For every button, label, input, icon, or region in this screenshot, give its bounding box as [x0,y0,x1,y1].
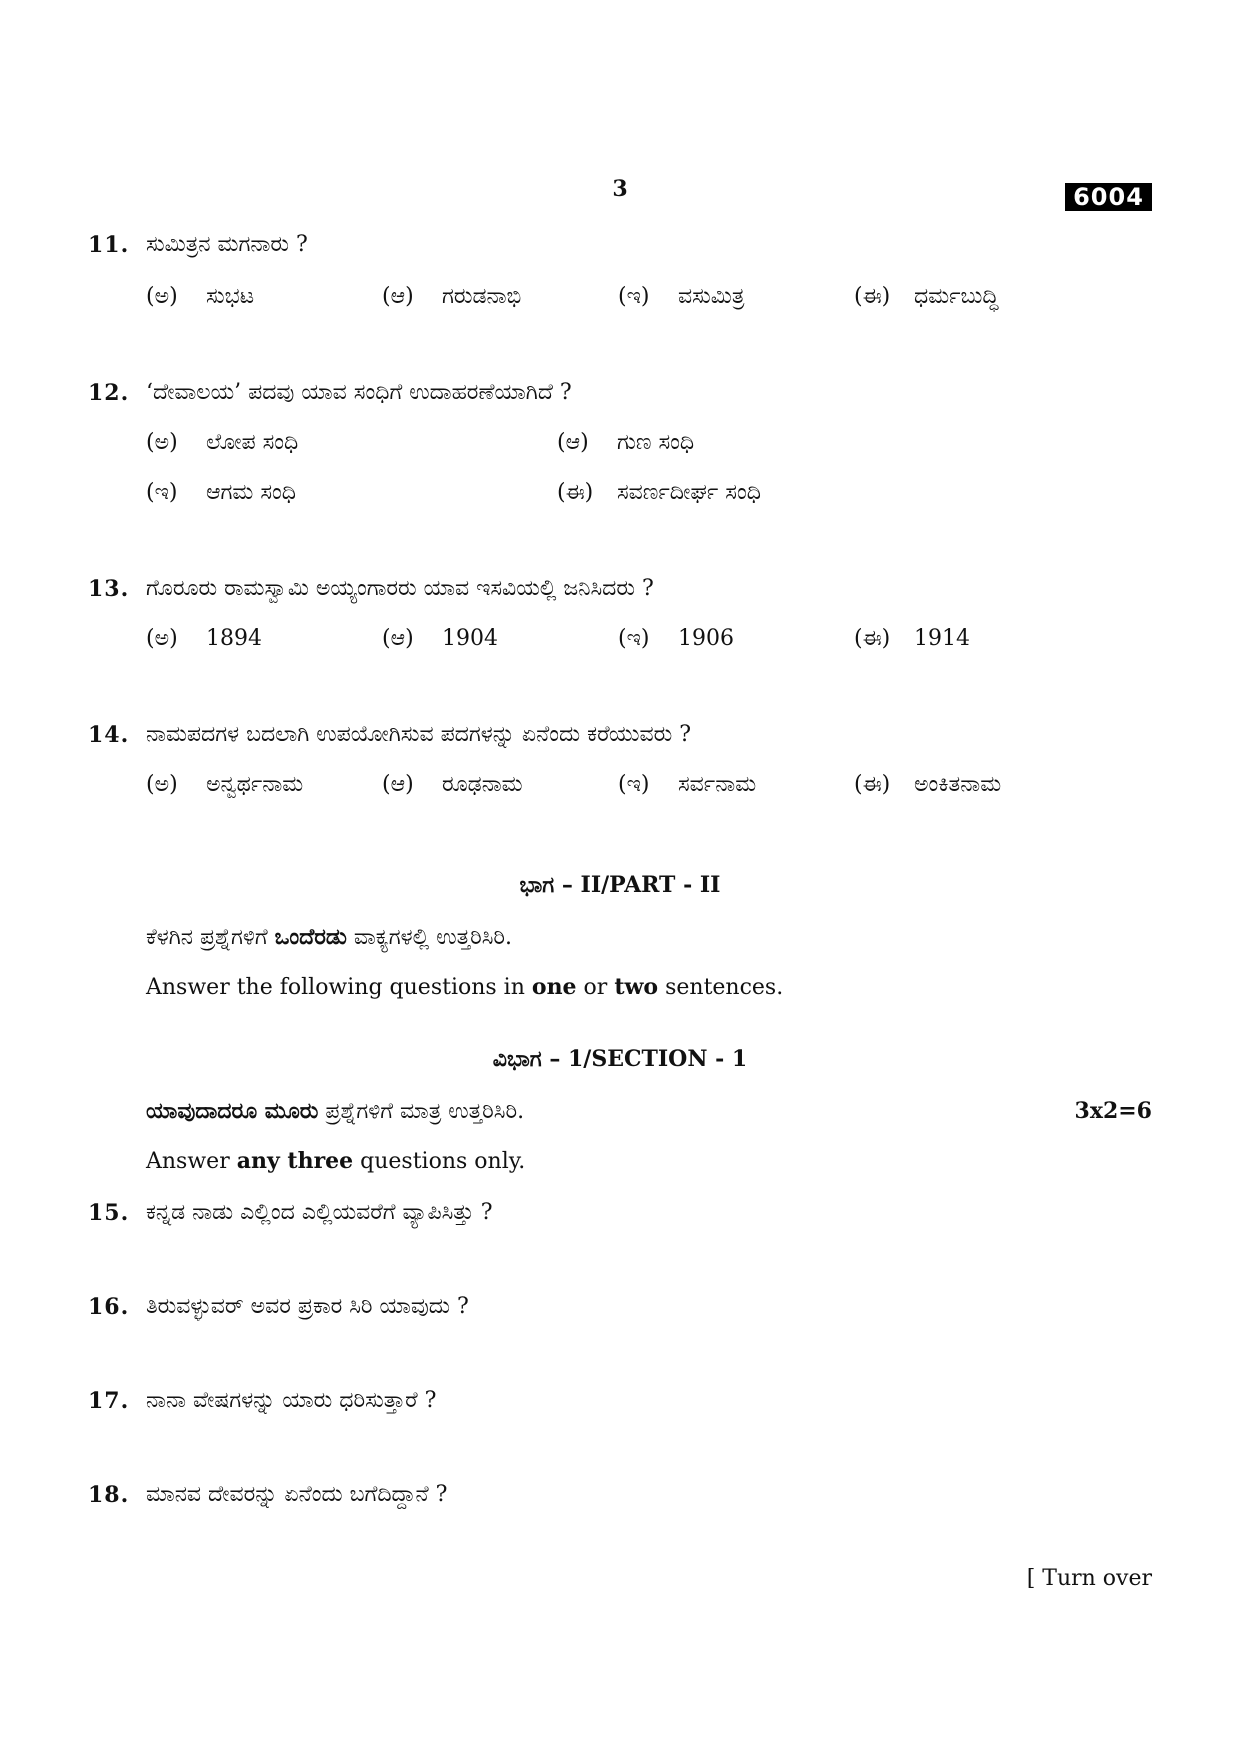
section-heading: ವಿಭಾಗ – 1/SECTION - 1 [492,1046,748,1072]
question-number: 14. [88,722,130,748]
option-a: (ಅ) 1894 [146,626,262,651]
option-a: (ಅ) ಸುಭಟ [146,284,255,309]
question-text: ಸುಮಿತ್ರನ ಮಗನಾರು ? [146,232,308,257]
part-instruction-kannada: ಕೆಳಗಿನ ಪ್ರಶ್ನೆಗಳಿಗೆ ಒಂದೆರಡು ವಾಕ್ಯಗಳಲ್ಲಿ ಉತ್ತರಿಸಿರಿ. [146,924,513,950]
option-b: (ಆ) ರೂಢನಾಮ [382,772,523,797]
question-number: 12. [88,380,130,406]
turn-over-note: [ Turn over [1026,1566,1152,1591]
option-b: (ಆ) ಗರುಡನಾಭಿ [382,284,522,309]
question-text: ಕನ್ನಡ ನಾಡು ಎಲ್ಲಿಂದ ಎಲ್ಲಿಯವರೆಗೆ ವ್ಯಾಪಿಸಿತ್ತು ? [146,1200,493,1225]
question-number: 17. [88,1388,130,1414]
option-d: (ಈ) ಅಂಕಿತನಾಮ [854,772,1002,797]
option-b: (ಆ) ಗುಣ ಸಂಧಿ [557,430,695,455]
option-c: (ಇ) 1906 [618,626,734,651]
part-heading: ಭಾಗ – II/PART - II [519,872,721,898]
question-text: ನಾನಾ ವೇಷಗಳನ್ನು ಯಾರು ಧರಿಸುತ್ತಾರೆ ? [146,1388,437,1413]
section-instruction-kannada: ಯಾವುದಾದರೂ ಮೂರು ಪ್ರಶ್ನೆಗಳಿಗೆ ಮಾತ್ರ ಉತ್ತರಿಸಿರಿ. [146,1098,525,1124]
option-c: (ಇ) ಸರ್ವನಾಮ [618,772,757,797]
option-d: (ಈ) 1914 [854,626,970,651]
option-a: (ಅ) ಲೋಪ ಸಂಧಿ [146,430,299,455]
question-number: 15. [88,1200,130,1226]
question-text: ನಾಮಪದಗಳ ಬದಲಾಗಿ ಉಪಯೋಗಿಸುವ ಪದಗಳನ್ನು ಏನೆಂದು ಕರೆಯುವರು ? [146,722,691,747]
option-d: (ಈ) ಸವರ್ಣದೀರ್ಘ ಸಂಧಿ [557,480,761,505]
question-text: ಗೊರೂರು ರಾಮಸ್ವಾಮಿ ಅಯ್ಯಂಗಾರರು ಯಾವ ಇಸವಿಯಲ್ಲಿ ಜನಿಸಿದರು ? [146,576,654,601]
option-d: (ಈ) ಧರ್ಮಬುದ್ಧಿ [854,284,999,309]
option-a: (ಅ) ಅನ್ವರ್ಥನಾಮ [146,772,304,797]
section-instruction-english: Answer any three questions only. [146,1148,526,1174]
question-number: 13. [88,576,130,602]
option-c: (ಇ) ಆಗಮ ಸಂಧಿ [146,480,296,505]
section-marks: 3x2=6 [1074,1098,1152,1124]
page-number: 3 [612,176,628,202]
question-text: ತಿರುವಳ್ಳುವರ್ ಅವರ ಪ್ರಕಾರ ಸಿರಿ ಯಾವುದು ? [146,1294,469,1319]
question-number: 11. [88,232,130,258]
option-c: (ಇ) ವಸುಮಿತ್ರ [618,284,745,309]
question-number: 16. [88,1294,130,1320]
question-number: 18. [88,1482,130,1508]
part-instruction-english: Answer the following questions in one or two sentences. [146,974,784,1000]
question-text: ಮಾನವ ದೇವರನ್ನು ಏನೆಂದು ಬಗೆದಿದ್ದಾನೆ ? [146,1482,448,1507]
paper-code-badge: 6004 [1065,183,1152,211]
option-b: (ಆ) 1904 [382,626,498,651]
question-text: ‘ದೇವಾಲಯ’ ಪದವು ಯಾವ ಸಂಧಿಗೆ ಉದಾಹರಣೆಯಾಗಿದೆ ? [146,380,572,405]
